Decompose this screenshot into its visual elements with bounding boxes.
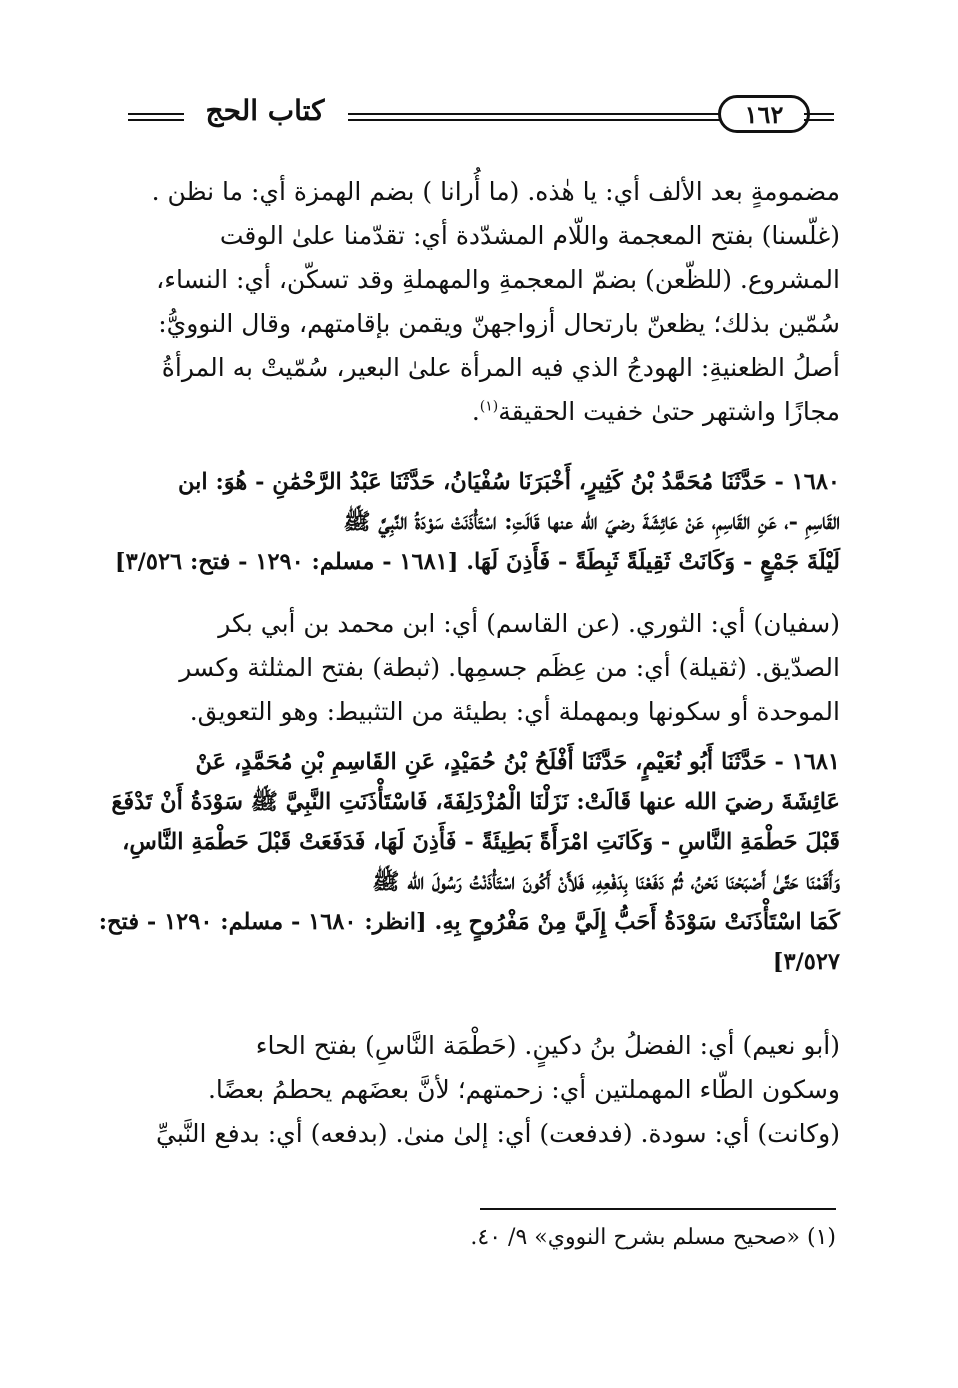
text-line: أصلُ الظعنيةِ: الهودجُ الذي فيه المرأة علىٰ البعير، سُمّيتْ به المرأةُ [161, 353, 840, 382]
text-line: المشروع. (للظّعن) بضمّ المعجمةِ والمهملةِ وقد تسكّن، أي: النساء، [156, 265, 840, 294]
page-number-badge [718, 95, 810, 133]
footnote-separator [480, 1208, 836, 1210]
hadith-line: ١٦٨١ - حَدَّثَنَا أَبُو نُعَيْمٍ، حَدَّثَنَا أَفْلَحُ بْنُ حُمَيْدٍ، عَنِ القَاسِمِ بْنِ مُحَمَّدٍ، عَنْ [195, 749, 840, 775]
hadith-1681 [98, 742, 840, 982]
header-rule-left [128, 113, 184, 115]
text-line: مجازًا واشتهر حتىٰ خفيت الحقيقة$^{(١)}$. [471, 397, 840, 426]
text-line: (سفيان) أي: الثوري. (عن القاسم) أي: ابن محمد بن أبي بكر [218, 609, 840, 638]
hadith-line: لَيْلَةَ جَمْعٍ - وَكَانَتْ ثَقِيلَةً ثَبِطَةً - فَأَذِنَ لَهَا. [١٦٨١ - مسلم: ١٢٩٠ - فتح: ٣/٥٢٦] [114, 549, 840, 575]
text-line: وسكون الطّاء المهملتين أي: زحمتهم؛ لأنَّ بعضَهم يحطمُ بعضًا. [207, 1075, 840, 1104]
header-rule-right [804, 113, 834, 115]
hadith-line: عَائِشَةَ رضيَ الله عنها قَالَتْ: نَزَلْنَا الْمُزْدَلِفَةَ، فَاسْتَأْذَنَتِ النَّبِيَّ ﷺ سَوْدَةُ أَنْ تَدْفَعَ [111, 789, 840, 815]
footnote: (١) «صحيح مسلم بشرح النووي» ٩/ ٤٠. [470, 1225, 836, 1250]
hadith-line: كَمَا اسْتَأْذَنَتْ سَوْدَةُ أَحَبُّ إِلَيَّ مِنْ مَفْرُوحٍ بِهِ. [انظر: ١٦٨٠ - مسلم: ١٢٩٠ - فتح: [98, 909, 840, 935]
text-line: سُمّين بذلك؛ يظعنّ بارتحال أزواجهنّ ويقمن بإقامتهم، وقال النوويُّ: [158, 309, 840, 338]
hadith-line: ٣/٥٢٧] [772, 949, 840, 975]
paragraph-2 [128, 602, 840, 734]
text-line-content: مجازًا واشتهر حتىٰ خفيت الحقيقة [498, 397, 840, 426]
text-line: الصدّيق. (ثقيلة) أي: من عِظَم جسمِها. (ثبطة) بفتح المثلثة وكسر [179, 653, 840, 682]
text-line: مضمومةٍ بعد الألف أي: يا هٰذه. (ما أُرانا ) بضم الهمزة أي: ما نظن . [151, 177, 840, 206]
hadith-line: القَاسِمِ -، عَنِ القَاسِمِ، عَنْ عَائِشَةَ رضيَ الله عنها قَالَتِ: اسْتَأْذَنَتْ سَوْدَةُ النَّبِيَّ ﷺ [343, 509, 840, 535]
text-line: (وكانت) أي: سودة. (فدفعت) أي: إلىٰ منىٰ. (بدفعه) أي: بدفع النَّبيِّ [155, 1119, 840, 1148]
hadith-1680 [114, 462, 840, 582]
hadith-line: ١٦٨٠ - حَدَّثَنَا مُحَمَّدُ بْنُ كَثِيرٍ، أَخْبَرَنَا سُفْيَانُ، حَدَّثَنَا عَبْدُ الرَّحْمَٰنِ - هُوَ: ابن [177, 469, 840, 495]
hadith-line: قَبْلَ حَطْمَةِ النَّاسِ - وَكَانَتِ امْرَأَةً بَطِيئَةً - فَأَذِنَ لَهَا، فَدَفَعَتْ قَبْلَ حَطْمَةِ النَّاسِ، [122, 829, 840, 855]
hadith-line: وَأَقَمْنَا حَتَّىٰ أَصْبَحْنَا نَحْنُ، ثُمَّ دَفَعْنَا بِدَفْعِهِ، فَلأَنْ أَكُونَ اسْتَأْذَنْتُ رَسُولَ الله ﷺ [372, 869, 840, 895]
text-line: الموحدة أو سكونها وبمهملة أي: بطيئة من التثبيط: وهو التعويق. [189, 697, 840, 726]
paragraph-1 [128, 170, 840, 434]
book-title: كتاب الحج [205, 94, 325, 127]
footnote-marker[interactable]: (١) [479, 398, 499, 415]
page-header [128, 92, 828, 142]
text-line: (غلّسنا) بفتح المعجمة واللّام المشدّدة أي: تقدّمنا علىٰ الوقت [219, 221, 840, 250]
page-number: ١٦٢ [744, 99, 784, 129]
text-line: (أبو نعيم) أي: الفضلُ بنُ دكينٍ. (حَطْمَة النَّاسِ) بفتح الحاء [255, 1031, 840, 1060]
paragraph-3 [128, 1024, 840, 1156]
